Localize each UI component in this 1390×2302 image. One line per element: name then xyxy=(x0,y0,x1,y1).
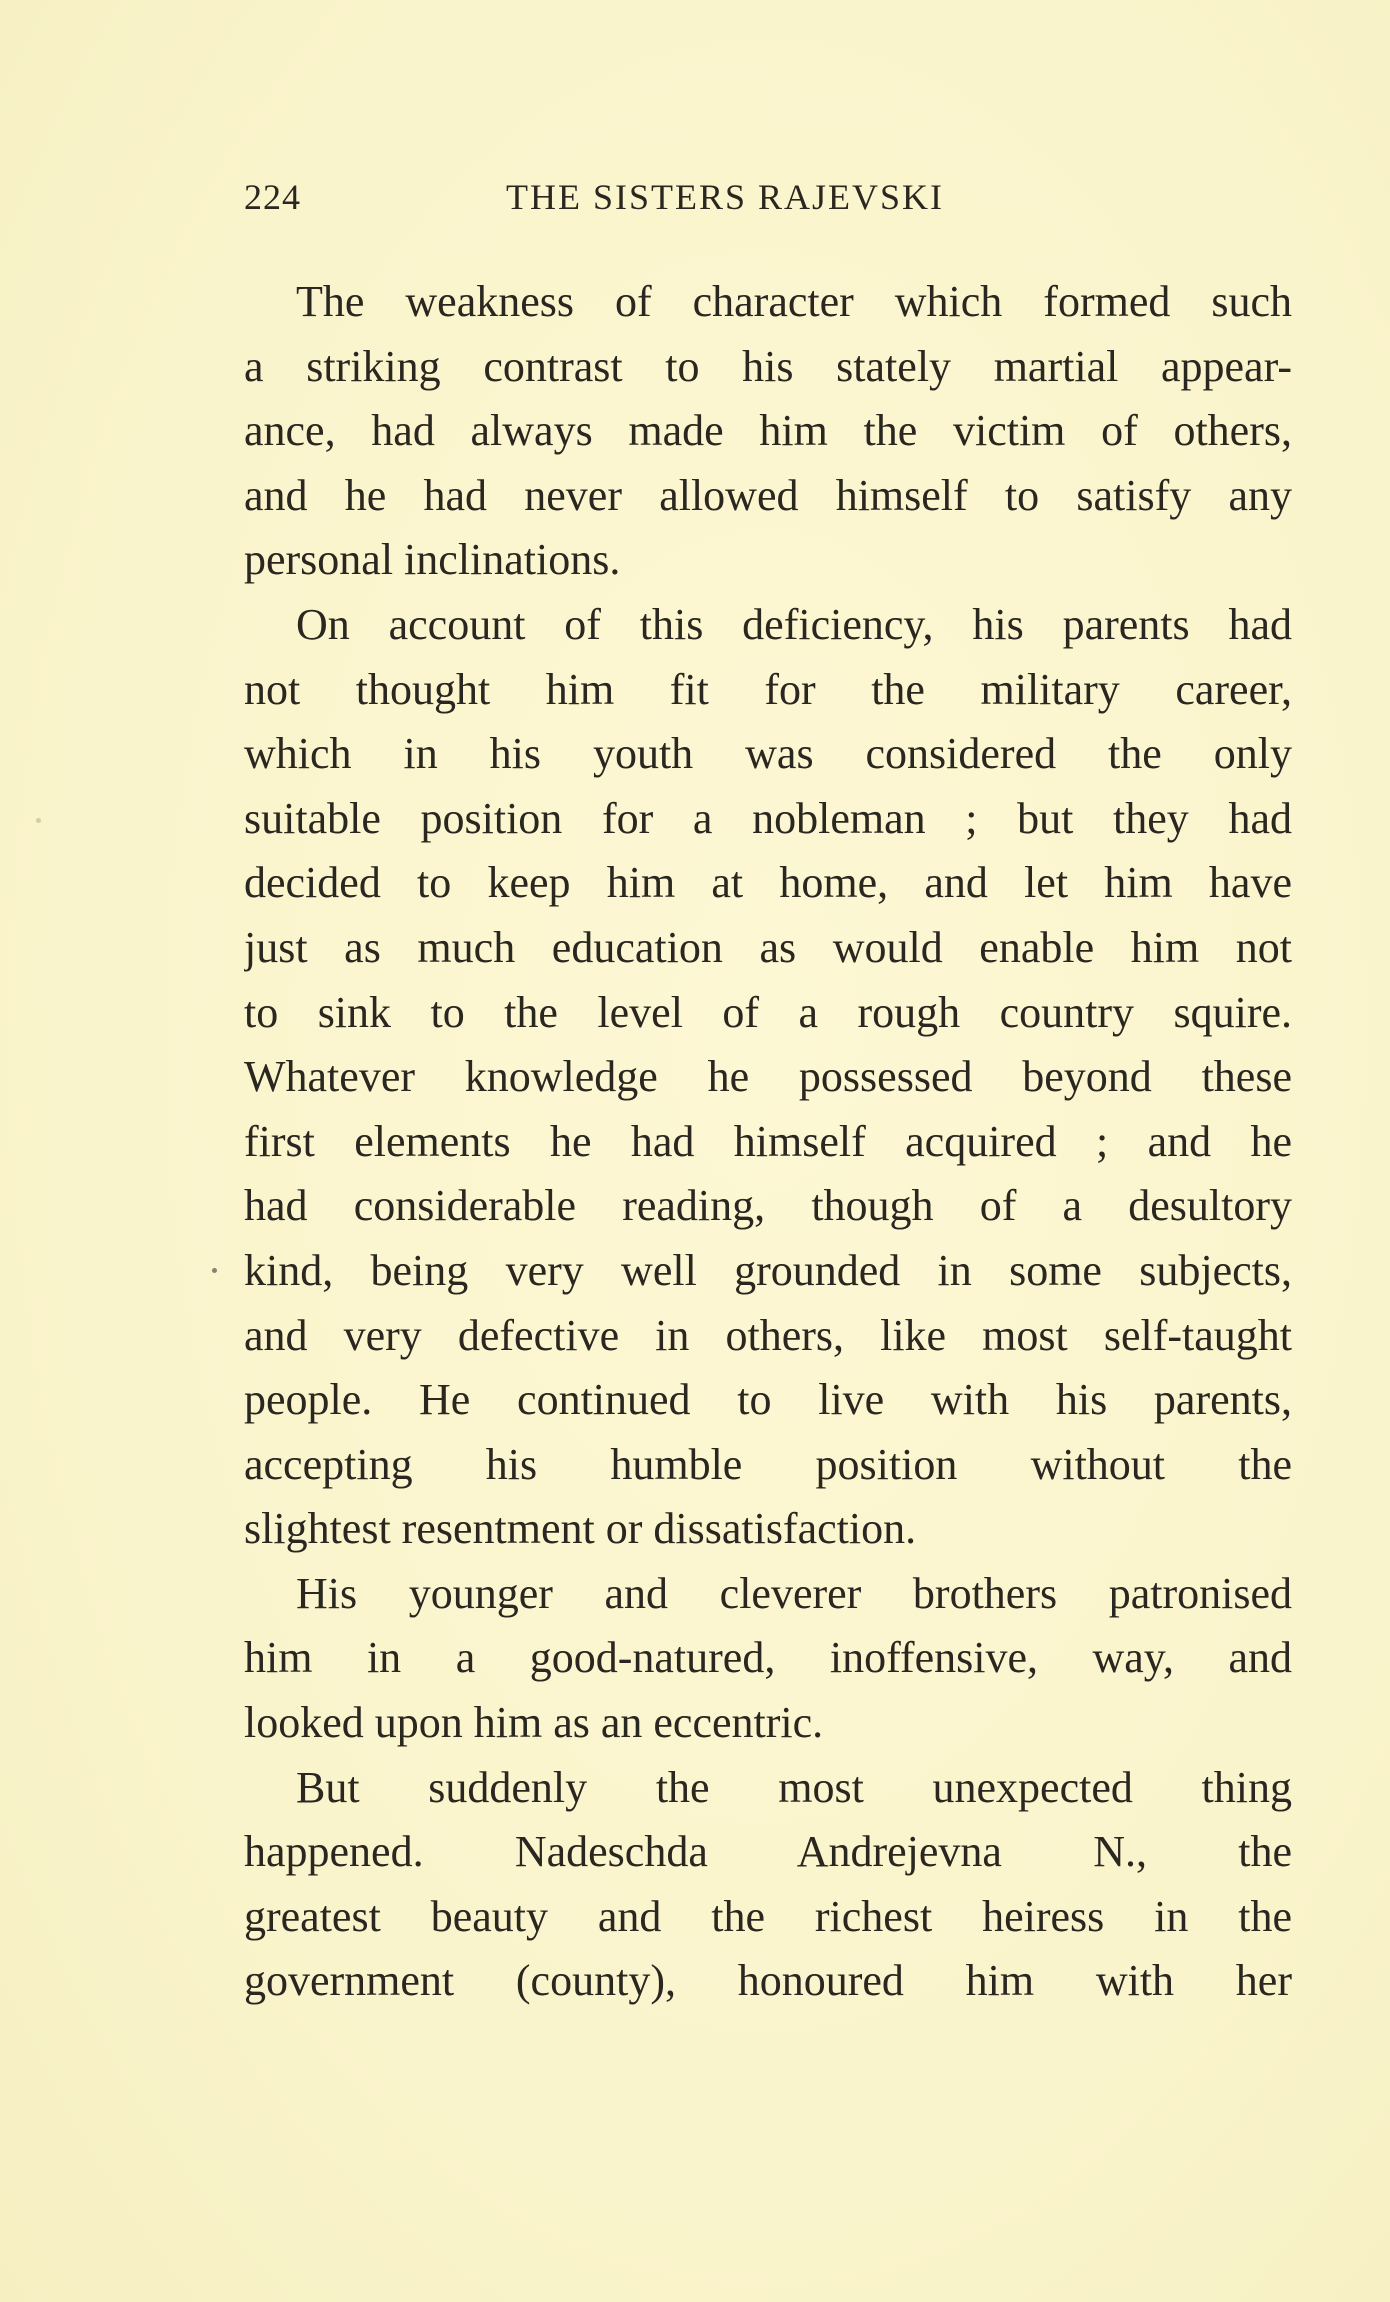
text-line: had considerable reading, though of a desultory xyxy=(244,1181,1292,1231)
text-line: greatest beauty and the richest heiress in the xyxy=(244,1891,1292,1941)
text-line: kind, being very well grounded in some subjects, xyxy=(244,1245,1292,1295)
text-line: looked upon him as an eccentric. xyxy=(244,1698,824,1748)
text-line: accepting his humble position without the xyxy=(244,1439,1292,1489)
body-text xyxy=(244,270,1292,2014)
text-line: Whatever knowledge he possessed beyond these xyxy=(244,1052,1292,1102)
text-line: decided to keep him at home, and let him have xyxy=(244,858,1292,908)
text-line: slightest resentment or dissatisfaction. xyxy=(244,1504,917,1554)
text-line: But suddenly the most unexpected thing xyxy=(296,1762,1292,1812)
text-line: a striking contrast to his stately martial appear- xyxy=(244,341,1292,391)
text-line: and very defective in others, like most self-taught xyxy=(244,1310,1292,1360)
text-line: and he had never allowed himself to satisfy any xyxy=(244,470,1292,520)
text-line: His younger and cleverer brothers patronised xyxy=(296,1568,1292,1618)
paper-speck xyxy=(212,1268,217,1273)
text-line: The weakness of character which formed such xyxy=(296,277,1292,326)
text-line: On account of this deficiency, his parents had xyxy=(296,599,1292,649)
text-line: people. He continued to live with his parents, xyxy=(244,1375,1292,1425)
running-title: THE SISTERS RAJEVSKI xyxy=(506,177,945,217)
text-line: happened. Nadeschda Andrejevna N., the xyxy=(244,1827,1292,1877)
page-number: 224 xyxy=(244,177,301,217)
text-line: ance, had always made him the victim of others, xyxy=(244,406,1292,456)
paper-speck xyxy=(36,818,41,823)
text-line: government (county), honoured him with her xyxy=(244,1956,1292,2006)
text-line: first elements he had himself acquired ; and he xyxy=(244,1116,1292,1166)
text-line: which in his youth was considered the only xyxy=(244,729,1292,779)
text-line: just as much education as would enable him not xyxy=(244,922,1292,972)
text-line: not thought him fit for the military career, xyxy=(244,664,1292,714)
text-line: personal inclinations. xyxy=(244,535,621,585)
text-line: him in a good-natured, inoffensive, way, and xyxy=(244,1633,1292,1683)
text-line: suitable position for a nobleman ; but they had xyxy=(244,793,1292,843)
text-line: to sink to the level of a rough country squire. xyxy=(244,987,1292,1037)
running-head xyxy=(244,176,1024,226)
